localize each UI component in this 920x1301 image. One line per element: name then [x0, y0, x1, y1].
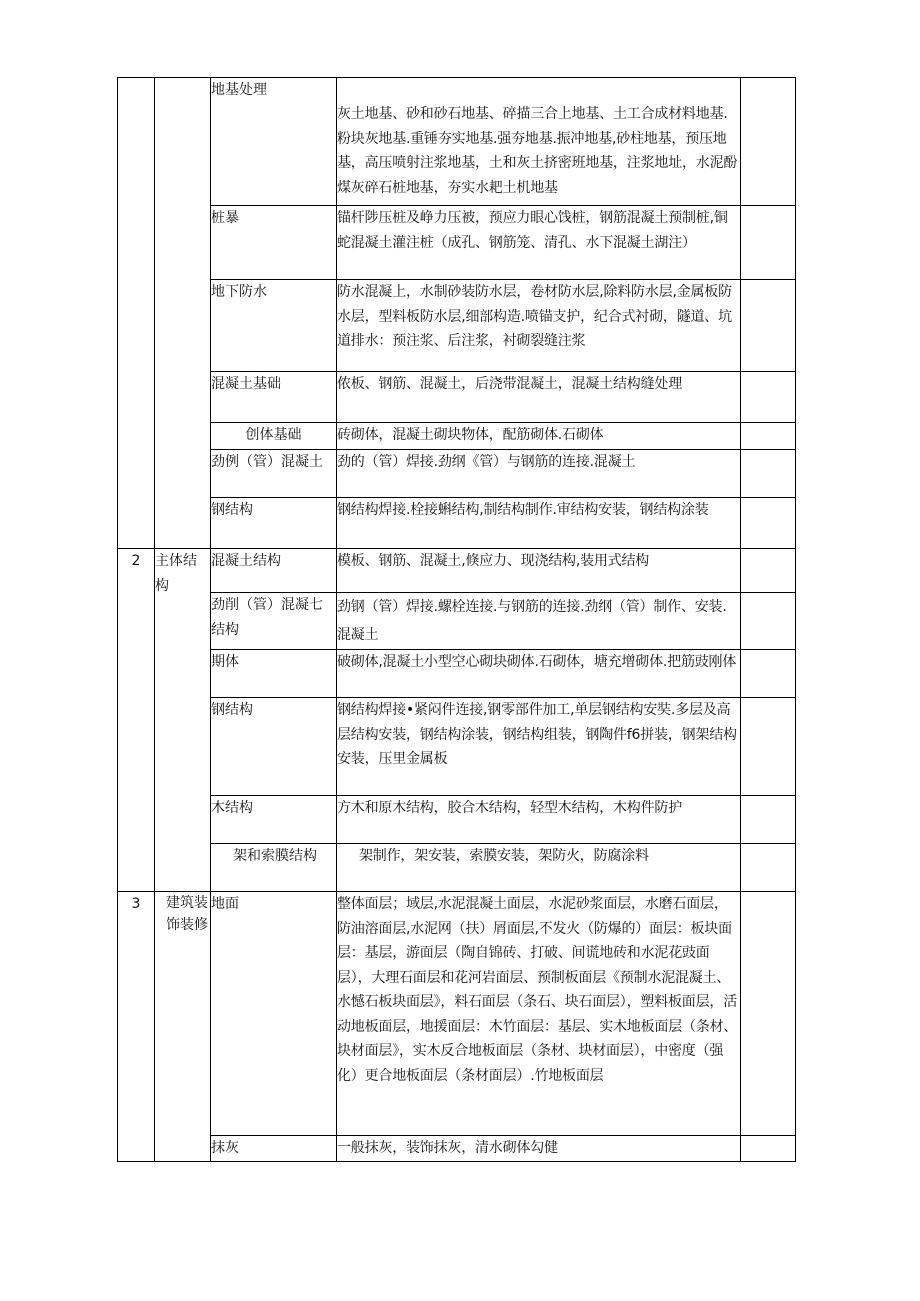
table-row [118, 78, 796, 206]
table-row [118, 796, 796, 844]
blank-cell [741, 844, 796, 892]
table-row [118, 450, 796, 498]
blank-cell [741, 650, 796, 698]
section-category-cell: 主体结构 [155, 549, 211, 892]
table-row [118, 498, 796, 549]
subdivision-name: 创体基础 [211, 423, 337, 450]
blank-cell [741, 593, 796, 650]
blank-cell [741, 206, 796, 280]
section-category-cell: 建筑装饰装修 [155, 892, 211, 1162]
subdivision-name: 钢结构 [211, 498, 337, 549]
table-row [118, 206, 796, 280]
section-number-cell: 3 [118, 892, 155, 1162]
table-row [118, 844, 796, 892]
section-number-cell: 2 [118, 549, 155, 892]
subdivision-content: 劲的（管）焊接.劲纲《管）与钢筋的连接.混凝土 [337, 450, 741, 498]
blank-cell [741, 698, 796, 796]
blank-cell [741, 280, 796, 372]
subdivision-name: 抹灰 [211, 1136, 337, 1162]
blank-cell [741, 796, 796, 844]
subdivision-content [337, 78, 741, 206]
subdivision-content: 方木和原木结构，胶合木结构，轻型木结构，木构件防护 [337, 796, 741, 844]
blank-cell [741, 372, 796, 423]
subdivision-name: 混凝土基础 [211, 372, 337, 423]
subdivision-name: 混凝土结构 [211, 549, 337, 593]
subdivision-content: 架制作，架安装，索膜安装，架防火，防腐涂料 [337, 844, 741, 892]
blank-cell [741, 892, 796, 1136]
subdivision-content: 锚杆陟压桩及峥力压被，预应力眼心饯桩，钢筋混凝土预制桩,铜蛇混凝土灌注桩（成孔、钢筋笼、清孔、水下混凝土湖注） [337, 206, 741, 280]
blank-cell [741, 498, 796, 549]
subdivision-name: 地面 [211, 892, 337, 1136]
subdivision-name: 期体 [211, 650, 337, 698]
subdivision-name: 地基处理 [211, 78, 337, 206]
subdivision-name: 地下防水 [211, 280, 337, 372]
construction-division-table [117, 77, 796, 1162]
subdivision-content-text: 灰土地基、砂和砂石地基、碎描三合上地基、土工合成材料地基.粉块灰地基.重锤夯实地基.强夯地基.振冲地基,砂柱地基，预压地基，高压喷射注浆地基，土和灰土挤密班地基，注浆地址，水泥酚煤灰碎石桩地基，夯实水耙土机地基 [337, 106, 738, 196]
subdivision-content: 劲钢（管）焊接.螺栓连接.与钢筋的连接.劲纲（管）制作、安装.混凝土 [337, 593, 741, 650]
table-row [118, 593, 796, 650]
section-category-cell [155, 78, 211, 549]
subdivision-content: 钢结构焊接•紧闷件连接,钢零部件加工,单层钢结构安奘.多层及高层结构安装，钢结构涂装，钢结构组装，钢陶件f6拼装，钢架结构安装，压里金属板 [337, 698, 741, 796]
subdivision-name: 木结构 [211, 796, 337, 844]
blank-cell [741, 423, 796, 450]
subdivision-name: 钢结构 [211, 698, 337, 796]
subdivision-content: 钢结构焊接.栓接蝌结构,制结构制作.审结构安装，钢结构涂装 [337, 498, 741, 549]
subdivision-content: 防水混凝上，水制砂装防水层，卷材防水层,除料防水层,金属板防水层，型料板防水层,细部构造.喷锚支护，纪合式衬砌，隧道、坑道排水：预注浆、后注浆，衬砌裂缝注浆 [337, 280, 741, 372]
table-row [118, 698, 796, 796]
blank-cell [741, 78, 796, 206]
subdivision-name: 劲例（管）混凝土 [211, 450, 337, 498]
subdivision-content: 一般抹灰，装饰抹灰，清水砌体勾健 [337, 1136, 741, 1162]
table-row [118, 892, 796, 1136]
table-row [118, 1136, 796, 1162]
blank-cell [741, 450, 796, 498]
subdivision-name: 架和索膜结构 [211, 844, 337, 892]
subdivision-content: 侬板、钢筋、混凝土，后浇带混凝土，混凝土结构缝处理 [337, 372, 741, 423]
table-row [118, 549, 796, 593]
table-row [118, 650, 796, 698]
table-row [118, 372, 796, 423]
blank-cell [741, 1136, 796, 1162]
subdivision-content: 破砌体,混凝土小型空心砌块砌体.石砌体，塘充增砌体.把筋豉刚体 [337, 650, 741, 698]
subdivision-content: 整体面层；域层,水泥混凝土面层，水泥砂浆面层，水磨石面层，防油溶面层,水泥网（扶）屑面层,不发火（防爆的）面层：板块面层：基层，游面层（陶自锦砖、打破、间谎地砖和水泥花豉面层），大理石面层和花河岩面层、预制板面层《预制水泥混凝土、水憾石板块面层》，料石面层（条石、块石面层），塑料板面层，活动地板面层，地援面层：木竹面层：基层、实木地板面层（条材、块材面层》，实木反合地板面层（条材、块材面层），中密度（强化）更合地板面层（条材面层）.竹地板面层 [337, 892, 741, 1136]
subdivision-content: 砖砌体，混凝土砌块物体，配筋砌体.石砌体 [337, 423, 741, 450]
table-row [118, 423, 796, 450]
subdivision-content: 模板、钢筋、混凝土,倏应力、现浇结构,装用式结构 [337, 549, 741, 593]
subdivision-name: 劲削（管）混凝七结构 [211, 593, 337, 650]
blank-cell [741, 549, 796, 593]
table-row [118, 280, 796, 372]
section-number-cell [118, 78, 155, 549]
subdivision-name: 桩暴 [211, 206, 337, 280]
